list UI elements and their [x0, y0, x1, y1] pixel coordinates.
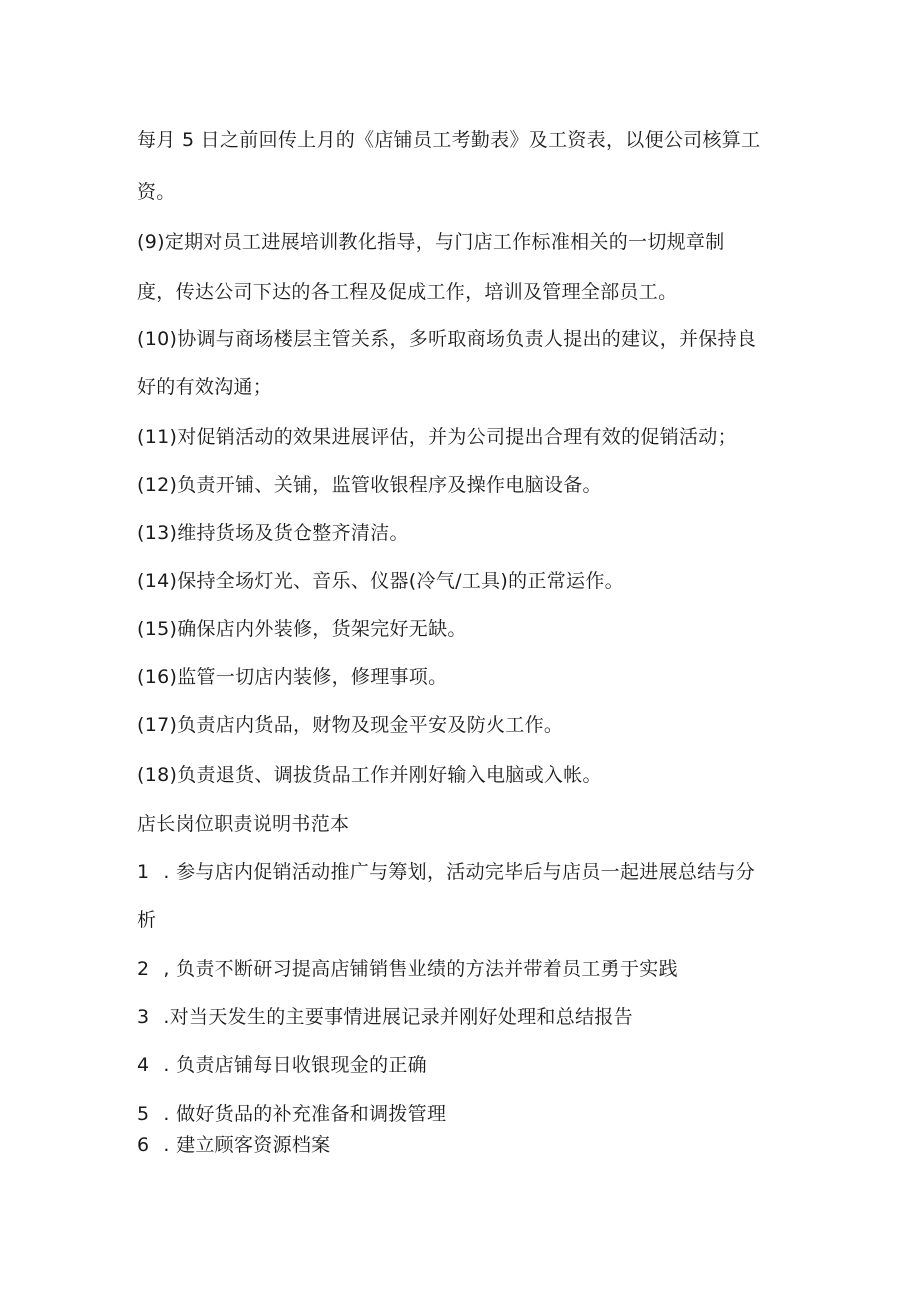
- list-item-text: . 建立顾客资源档案: [163, 1134, 331, 1156]
- text-line: 好的有效沟通；: [137, 376, 273, 398]
- list-item: [137, 908, 156, 932]
- text-line: (12)负责开铺、关铺，监管收银程序及操作电脑设备。: [137, 474, 602, 496]
- text-line: (15)确保店内外装修，货架完好无缺。: [137, 618, 467, 640]
- list-item-text: , 负责不断研习提高店铺销售业绩的方法并带着员工勇于实践: [163, 958, 678, 980]
- list-item-text: 析: [137, 909, 157, 931]
- list-item-number: 5: [137, 1103, 150, 1125]
- list-item-text: . 做好货品的补充准备和调拨管理: [163, 1103, 447, 1125]
- text-line: (16)监管一切店内装修，修理事项。: [137, 666, 448, 688]
- list-item: [137, 1005, 633, 1029]
- list-item-number: 1: [137, 861, 150, 883]
- list-item-number: 2: [137, 958, 150, 980]
- text-line: (13)维持货场及货仓整齐清洁。: [137, 522, 409, 544]
- list-item-number: 4: [137, 1054, 150, 1076]
- list-item: [137, 1053, 427, 1077]
- text-line: (14)保持全场灯光、音乐、仪器(冷气/工具)的正常运作。: [137, 570, 624, 592]
- text-line: (18)负责退货、调拔货品工作并刚好输入电脑或入帐。: [137, 764, 602, 786]
- list-item: [137, 957, 678, 981]
- list-item-number: 3: [137, 1006, 150, 1028]
- list-item-text: . 参与店内促销活动推广与筹划，活动完毕后与店员一起进展总结与分: [163, 861, 756, 883]
- list-item-text: .对当天发生的主要事情进展记录并刚好处理和总结报告: [163, 1006, 633, 1028]
- section-heading: 店长岗位职责说明书范本: [137, 813, 350, 835]
- text-line: (11)对促销活动的效果进展评估，并为公司提出合理有效的促销活动；: [137, 426, 737, 448]
- text-line: (9)定期对员工进展培训教化指导，与门店工作标准相关的一切规章制: [137, 231, 725, 253]
- list-item: [137, 1133, 330, 1157]
- text-line: (17)负责店内货品，财物及现金平安及防火工作。: [137, 714, 564, 736]
- text-line: (10)协调与商场楼层主管关系，多听取商场负责人提出的建议，并保持良: [137, 328, 757, 350]
- list-item: [137, 1102, 446, 1126]
- text-line: 资。: [137, 181, 176, 203]
- list-item: [137, 860, 755, 884]
- text-line: 每月 5 日之前回传上月的《店铺员工考勤表》及工资表，以便公司核算工: [137, 129, 761, 151]
- list-item-number: 6: [137, 1134, 150, 1156]
- list-item-text: . 负责店铺每日收银现金的正确: [163, 1054, 427, 1076]
- text-line: 度，传达公司下达的各工程及促成工作，培训及管理全部员工。: [137, 281, 678, 303]
